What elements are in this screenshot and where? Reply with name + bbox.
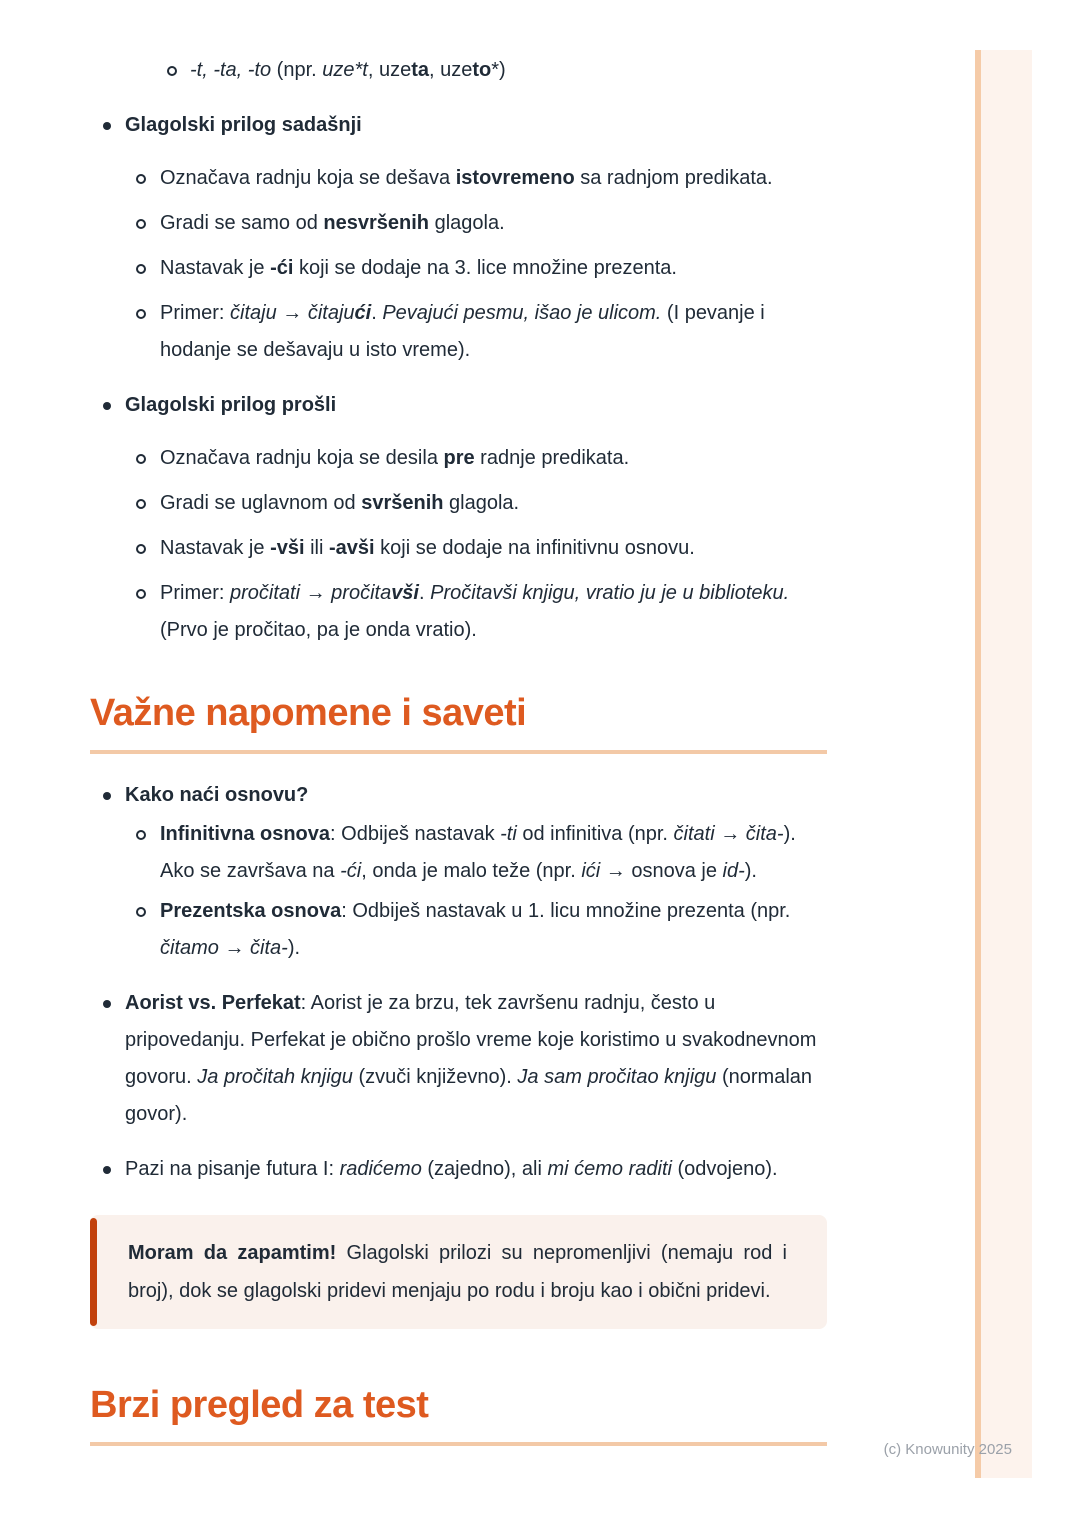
text-segment: -ći [270, 257, 294, 279]
text-segment: Glagolski prilog sadašnji [125, 114, 362, 136]
text-segment: Nastavak je [160, 257, 271, 279]
sub-list-item [90, 160, 827, 197]
text-segment: -vši [270, 537, 305, 559]
list-item [90, 387, 827, 424]
callout-note [90, 1215, 827, 1329]
text-segment: čita- [745, 823, 784, 845]
sub-list-item [90, 893, 827, 967]
section-heading: Brzi pregled za test [90, 1384, 827, 1446]
text-segment: , uze [429, 59, 473, 81]
text-segment: Označava radnju koja se desila [160, 447, 444, 469]
list-item [90, 1151, 827, 1188]
text-segment: Kako naći osnovu? [125, 784, 309, 806]
note-content [90, 52, 827, 1446]
text-segment: Prezentska osnova [160, 900, 342, 922]
text-segment: : Aorist je za brzu, tek završenu radnju, često u pripovedanju. Perfekat je obično prošlo vreme koje koristimo u svakodnevnom govoru. [125, 992, 817, 1088]
text-segment: Pevajući pesmu, išao je ulicom. [382, 302, 662, 324]
text-segment: ). Ako se završava na [160, 823, 796, 882]
text-segment: ili [304, 537, 329, 559]
text-segment: Ja sam pročitao knjigu [517, 1066, 717, 1088]
copyright-footer: (c) Knowunity 2025 [883, 1441, 1012, 1458]
text-segment: → [300, 582, 332, 604]
text-segment: istovremeno [455, 167, 575, 189]
callout-accent-bar [90, 1218, 97, 1326]
text-segment: (normalan govor). [125, 1066, 813, 1125]
text-segment: ). [744, 860, 757, 882]
text-segment: id- [722, 860, 745, 882]
sub-list-item [90, 295, 827, 369]
text-segment: pre [443, 447, 475, 469]
text-segment: Gradi se samo od [160, 212, 324, 234]
text-segment: čitaju [307, 302, 355, 324]
page-edge-band [975, 50, 1032, 1478]
text-segment: -ti [500, 823, 517, 845]
text-segment: Infinitivna osnova [160, 823, 331, 845]
sub-list-item [90, 485, 827, 522]
text-segment: -avši [328, 537, 375, 559]
text-segment: glagola. [443, 492, 520, 514]
sub-list-item [90, 816, 827, 890]
text-segment: to [472, 59, 492, 81]
text-segment: → [276, 302, 308, 324]
text-segment: → osnova je [600, 860, 723, 882]
text-segment: uze*t [322, 59, 368, 81]
list-item [90, 777, 827, 814]
text-segment: radićemo [339, 1158, 422, 1180]
text-segment: mi ćemo raditi [547, 1158, 672, 1180]
text-segment: čitati [673, 823, 715, 845]
text-segment: čitamo [160, 937, 219, 959]
text-segment: Glagolski prilog prošli [125, 394, 337, 416]
text-segment: *) [491, 59, 506, 81]
text-segment: : Odbiješ nastavak [330, 823, 501, 845]
text-segment: ). [287, 937, 301, 959]
text-segment: Ja pročitah knjigu [197, 1066, 353, 1088]
text-segment: glagola. [429, 212, 505, 234]
text-segment: Pazi na pisanje futura I: [125, 1158, 340, 1180]
text-segment: -t, -ta, -to [190, 59, 272, 81]
text-segment: radnje predikata. [474, 447, 630, 469]
text-segment: Pročitavši knjigu, vratio ju je u biblioteku. [430, 582, 790, 604]
sub-list-item [90, 52, 827, 89]
list-item [90, 107, 827, 144]
text-segment: Moram da zapamtim! [128, 1242, 337, 1264]
text-segment: Primer: [160, 582, 230, 604]
text-segment: pročitati [230, 582, 301, 604]
text-segment: Glagolski prilozi su nepromenljivi (nemaju rod i broj), dok se glagolski pridevi menjaju po rodu i broju kao i obični pridevi. [128, 1242, 787, 1302]
text-segment: od infinitiva (npr. [516, 823, 674, 845]
text-segment: (I pevanje i hodanje se dešavaju u isto vreme). [160, 302, 765, 361]
list-item [90, 985, 827, 1133]
text-segment: → [218, 937, 251, 959]
text-segment: Označava radnju koja se dešava [160, 167, 456, 189]
text-segment: (Prvo je pročitao, pa je onda vratio). [160, 619, 477, 641]
text-segment: sa radnjom predikata. [574, 167, 773, 189]
text-segment: pročita [331, 582, 392, 604]
text-segment: čitaju [230, 302, 277, 324]
text-segment: Nastavak je [160, 537, 271, 559]
text-segment: koji se dodaje na infinitivnu osnovu. [374, 537, 695, 559]
text-segment: (odvojeno). [671, 1158, 778, 1180]
sub-list-item [90, 575, 827, 649]
text-segment: (zvuči književno). [352, 1066, 518, 1088]
text-segment: , onda je malo teže (npr. [361, 860, 582, 882]
text-segment: → [714, 823, 746, 845]
text-segment: , uze [367, 59, 412, 81]
sub-list-item [90, 530, 827, 567]
sub-list-item [90, 440, 827, 477]
text-segment: -ći [340, 860, 362, 882]
callout-text [128, 1234, 787, 1310]
text-segment: (zajedno), ali [421, 1158, 548, 1180]
text-segment: Aorist vs. Perfekat [125, 992, 301, 1014]
text-segment: . [419, 582, 431, 604]
text-segment: čita- [250, 937, 288, 959]
text-segment: : Odbiješ nastavak u 1. licu množine prezenta (npr. [341, 900, 791, 922]
text-segment: ta [411, 59, 430, 81]
sub-list-item [90, 250, 827, 287]
section-heading: Važne napomene i saveti [90, 692, 827, 754]
text-segment: nesvršenih [323, 212, 430, 234]
text-segment: (npr. [271, 59, 323, 81]
text-segment: . [371, 302, 383, 324]
text-segment: ći [354, 302, 372, 324]
text-segment: Gradi se uglavnom od [160, 492, 362, 514]
text-segment: Primer: [160, 302, 230, 324]
sub-list-item [90, 205, 827, 242]
text-segment: ići [581, 860, 601, 882]
text-segment: svršenih [361, 492, 444, 514]
text-segment: koji se dodaje na 3. lice množine prezenta. [293, 257, 677, 279]
text-segment: vši [391, 582, 419, 604]
